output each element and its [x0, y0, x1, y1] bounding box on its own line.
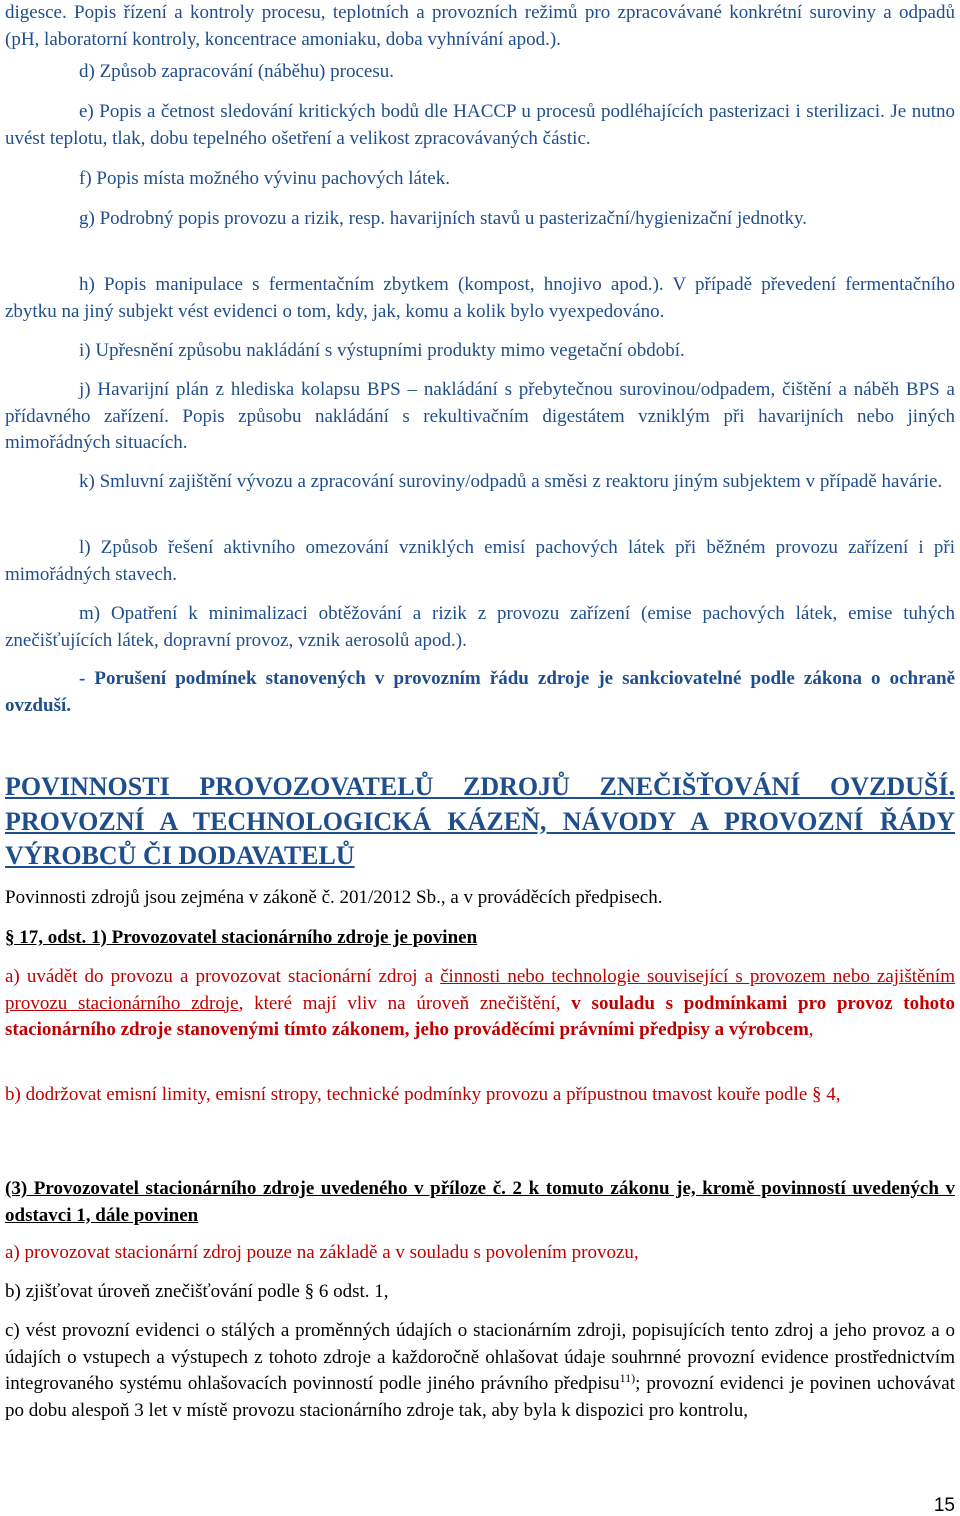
- section-heading: POVINNOSTI PROVOZOVATELŮ ZDROJŮ ZNEČIŠŤOVÁNÍ OVZDUŠÍ. PROVOZNÍ A TECHNOLOGICKÁ KÁZEŇ, NÁVODY A PROVOZNÍ ŘÁDY VÝROBCŮ ČI DODAVATELŮ: [5, 772, 955, 870]
- item-g: g) Podrobný popis provozu a rizik, resp. havarijních stavů u pasterizační/hygienizační jednotky.: [79, 208, 807, 229]
- section-3-title: (3) Provozovatel stacionárního zdroje uvedeného v příloze č. 2 k tomuto zákonu je, kromě povinností uvedených v odstavci 1, dále povinen: [5, 1178, 955, 1226]
- item-a-underlined: činnosti nebo technologie související s provozem nebo zajištěním provozu stacionárního zdroje: [5, 966, 955, 1014]
- item-a-prefix: a) uvádět do provozu a provozovat stacionární zdroj a: [5, 966, 441, 987]
- item-e: e) Popis a četnost sledování kritických bodů dle HACCP u procesů podléhajících pasterizaci i sterilizaci. Je nutno uvést teplotu, tlak, dobu tepelného ošetření a velikost zpracovávaných částic.: [5, 101, 955, 149]
- footnote-ref: 11): [619, 1371, 636, 1385]
- item-c-part1: c) vést provozní evidenci o stálých a proměnných údajích o stacionárním zdroji, popisujících tento zdroj a jeho provoz a o údajích o vstupech a výstupech z tohoto zdroje a každoročně ohlašovat údaje souhrnné provozní evidence prostřednictvím integrovaného systému ohlašovacích povinností podle jiného právního předpisu: [5, 1320, 955, 1394]
- item-a-end: ,: [808, 1019, 814, 1040]
- section-3-item-b: b) zjišťovat úroveň znečišťování podle § 6 odst. 1,: [5, 1281, 389, 1302]
- item-m: m) Opatření k minimalizaci obtěžování a rizik z provozu zařízení (emise pachových látek, emise tuhých znečišťujících látek, dopravní provoz, vznik aerosolů apod.).: [5, 603, 955, 651]
- section-3-item-c: [5, 1318, 955, 1424]
- item-i: i) Upřesnění způsobu nakládání s výstupními produkty mimo vegetační období.: [79, 340, 685, 361]
- item-d: d) Způsob zapracování (náběhu) procesu.: [79, 61, 394, 82]
- item-c-part2: ; provozní evidenci je povinen uchovávat po dobu alespoň 3 let v místě provozu stacionárního zdroje tak, aby byla k dispozici pro kontrolu,: [5, 1373, 955, 1421]
- section-17-item-a: [5, 964, 955, 1044]
- law-intro: Povinnosti zdrojů jsou zejména v zákoně č. 201/2012 Sb., a v prováděcích předpisech.: [5, 887, 663, 908]
- page-number: 15: [933, 1495, 955, 1516]
- item-a-bold: v souladu s podmínkami pro provoz tohoto stacionárního zdroje stanovenými tímto zákonem, jeho prováděcími právními předpisy a výrobcem: [5, 992, 955, 1040]
- section-17-title: § 17, odst. 1) Provozovatel stacionárního zdroje je povinen: [5, 927, 478, 948]
- item-l: l) Způsob řešení aktivního omezování vzniklých emisí pachových látek při běžném provozu zařízení i při mimořádných stavech.: [5, 537, 955, 585]
- item-h: h) Popis manipulace s fermentačním zbytkem (kompost, hnojivo apod.). V případě převedení fermentačního zbytku na jiný subjekt vést evidenci o tom, kdy, jak, komu a kolik bylo vyexpedováno.: [5, 274, 955, 322]
- item-j: j) Havarijní plán z hlediska kolapsu BPS – nakládání s přebytečnou surovinou/odpadem, čištění a náběh BPS a přídavného zařízení. Popis způsobu nakládání s rekultivačním digestátem vzniklým při havarijních nebo jiných mimořádných situacích.: [5, 379, 955, 453]
- item-a-middle: , které mají vliv na úroveň znečištění,: [238, 992, 572, 1014]
- section-3-item-a: a) provozovat stacionární zdroj pouze na základě a v souladu s povolením provozu,: [5, 1242, 639, 1263]
- intro-paragraph: digesce. Popis řízení a kontroly procesu, teplotních a provozních režimů pro zpracovávané konkrétní suroviny a odpadů (pH, laboratorní kontroly, koncentrace amoniaku, doba vyhnívání apod.).: [5, 2, 955, 50]
- section-17-item-b: b) dodržovat emisní limity, emisní stropy, technické podmínky provozu a přípustnou tmavost kouře podle § 4,: [5, 1084, 841, 1105]
- warning-paragraph: - Porušení podmínek stanovených v provozním řádu zdroje je sankciovatelné podle zákona o ochraně ovzduší.: [5, 668, 955, 716]
- item-f: f) Popis místa možného vývinu pachových látek.: [79, 168, 450, 189]
- item-k: k) Smluvní zajištění vývozu a zpracování suroviny/odpadů a směsi z reaktoru jiným subjektem v případě havárie.: [79, 471, 943, 492]
